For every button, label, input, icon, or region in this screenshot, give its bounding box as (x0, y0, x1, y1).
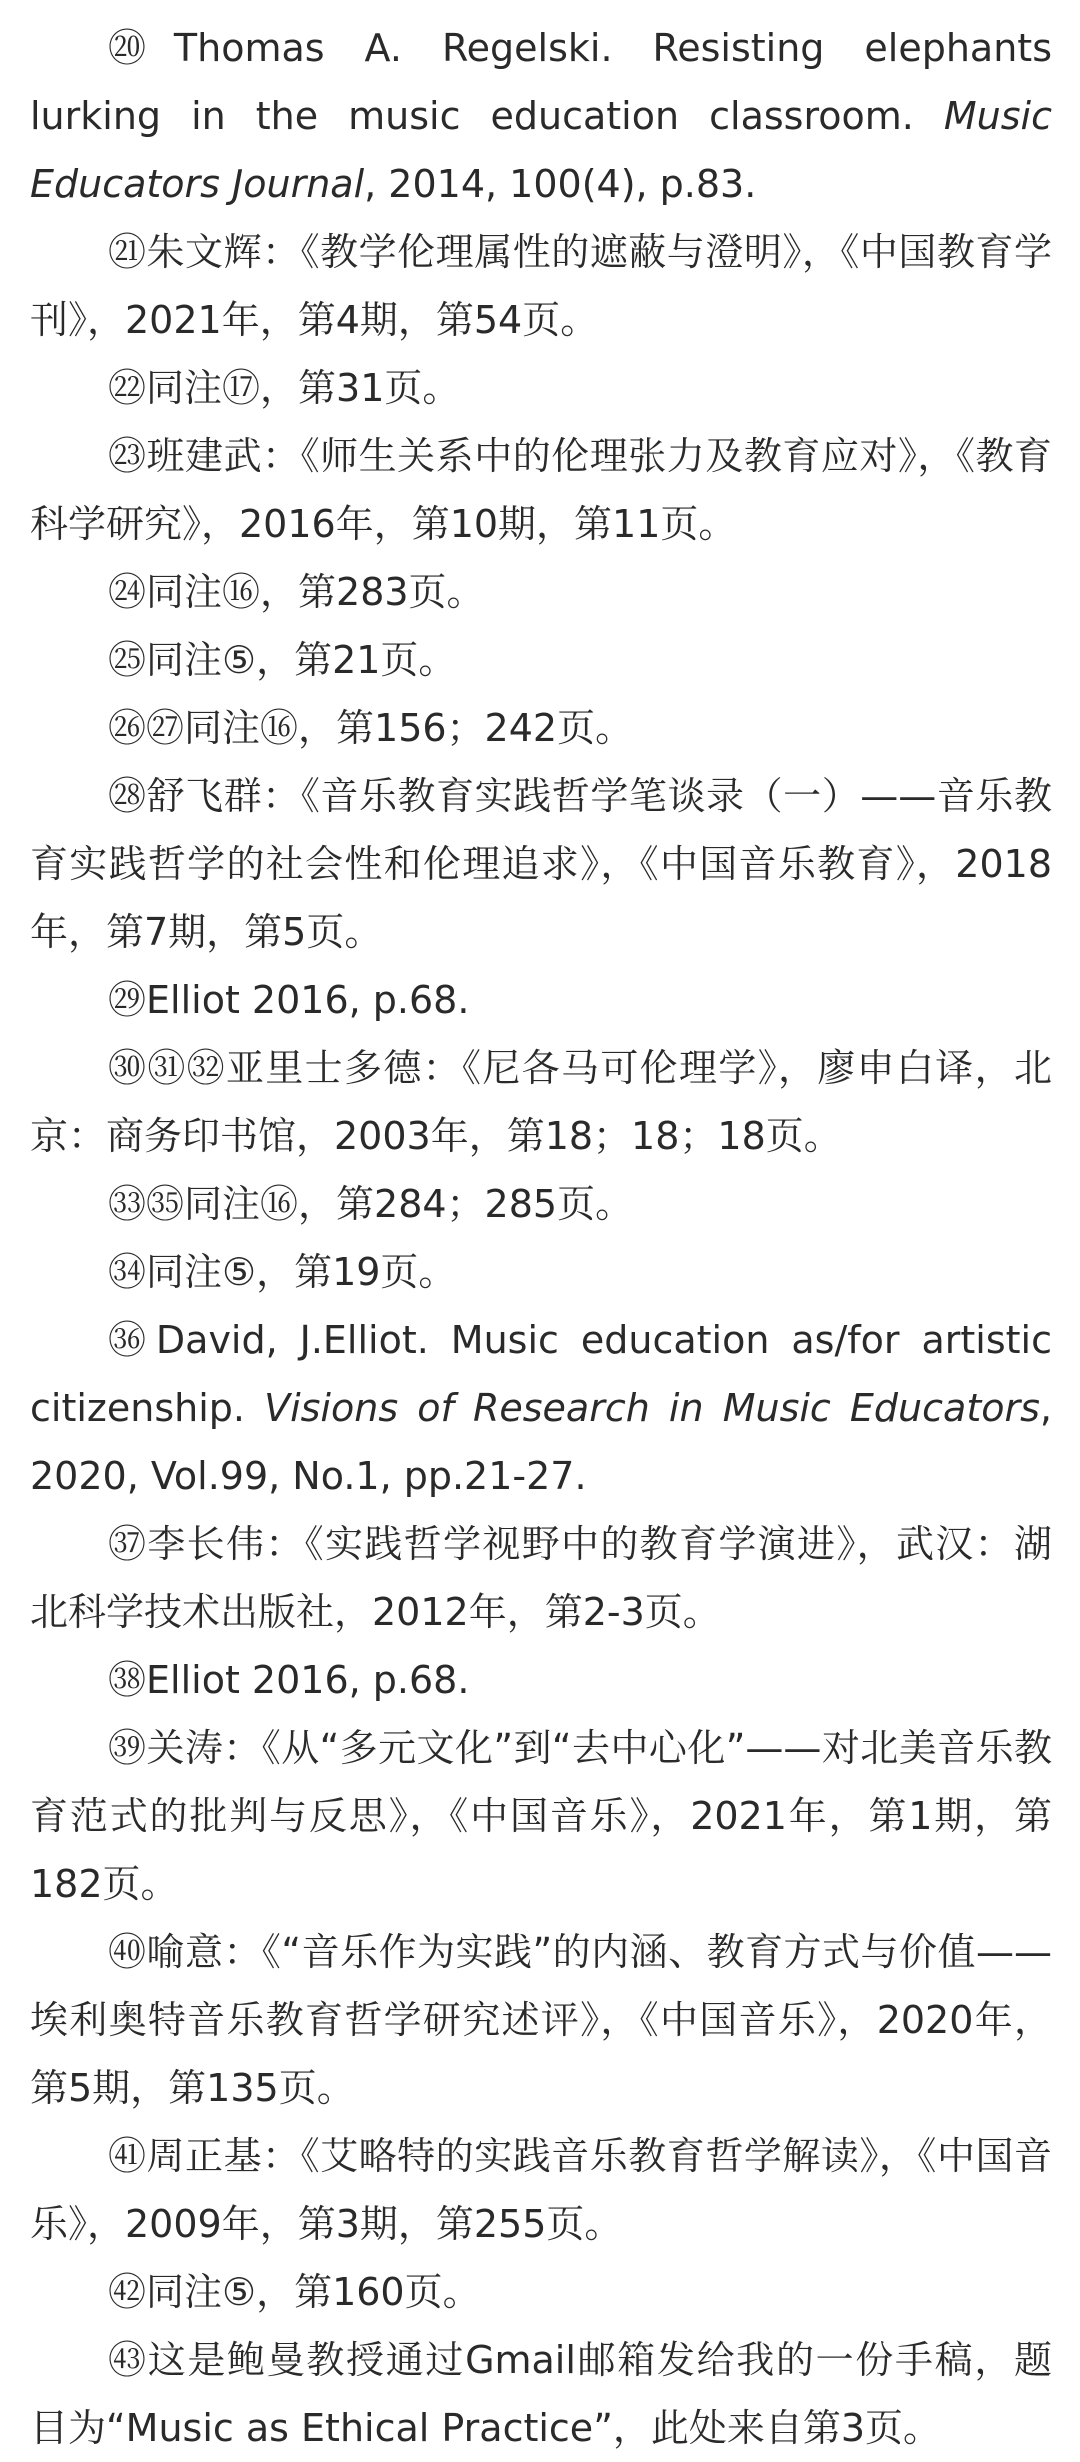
footnote-number: ㉙ (108, 978, 147, 1022)
footnote-number: ㉞ (108, 1250, 147, 1294)
footnote (30, 1714, 1052, 1918)
footnote (30, 694, 1052, 762)
footnote-journal-title: Visions of Research in Music Educators (264, 1386, 1040, 1430)
footnote-text: 亚里士多德：《尼各马可伦理学》，廖申白译，北京：商务印书馆，2003年，第18；18；18页。 (30, 1046, 1052, 1158)
footnote (30, 2326, 1052, 2462)
footnote-text: 喻意：《“音乐作为实践”的内涵、教育方式与价值——埃利奥特音乐教育哲学研究述评》，《中国音乐》，2020年，第5期，第135页。 (30, 1930, 1052, 2110)
footnote-text: , 2020, Vol.99, No.1, pp.21-27. (30, 1386, 1052, 1498)
footnote-number: ㊱ (108, 1318, 156, 1362)
footnote (30, 1034, 1052, 1170)
footnote (30, 354, 1052, 422)
footnote-number: ㉚㉛㉜ (108, 1046, 226, 1090)
footnote-text: 周正基：《艾略特的实践音乐教育哲学解读》，《中国音乐》，2009年，第3期，第255页。 (30, 2134, 1052, 2246)
footnote-text: 同注⑤，第160页。 (146, 2270, 481, 2314)
footnote (30, 762, 1052, 966)
footnote-text: 朱文辉：《教学伦理属性的遮蔽与澄明》，《中国教育学刊》，2021年，第4期，第54页。 (30, 230, 1052, 342)
footnote-text: 同注⑯，第283页。 (146, 570, 485, 614)
footnote (30, 14, 1052, 218)
footnote-number: ⑳ (108, 26, 174, 70)
footnote-text: 同注⑯，第284；285页。 (184, 1182, 634, 1226)
footnote (30, 966, 1052, 1034)
footnote (30, 1238, 1052, 1306)
footnote-number: ㉓ (108, 434, 147, 478)
footnote-list (30, 14, 1052, 2462)
footnote-text: David, J.Elliot. Music education as/for artistic citizenship. (30, 1318, 1052, 1430)
footnote-text: 同注⑯，第156；242页。 (184, 706, 634, 750)
footnote-number: ㊶ (108, 2134, 147, 2178)
footnote-text: Elliot 2016, p.68. (146, 978, 470, 1022)
footnote-number: ㊸ (108, 2338, 148, 2382)
footnote-number: ㊲ (108, 1522, 148, 1566)
footnote-number: ㊵ (108, 1930, 147, 1974)
footnote (30, 1306, 1052, 1510)
footnote-number: ㉘ (108, 774, 147, 818)
footnote-number: ㊴ (108, 1726, 147, 1770)
footnote-text: 舒飞群：《音乐教育实践哲学笔谈录（一）——音乐教育实践哲学的社会性和伦理追求》，《中国音乐教育》，2018年，第7期，第5页。 (30, 774, 1052, 954)
footnote-number: ㉕ (108, 638, 147, 682)
footnote (30, 422, 1052, 558)
footnote-journal-title: Music Educators Journal (30, 94, 1052, 206)
footnote-number: ㊷ (108, 2270, 147, 2314)
footnote (30, 218, 1052, 354)
footnote-text: , 2014, 100(4), p.83. (364, 162, 757, 206)
footnote (30, 1646, 1052, 1714)
footnote-text: 同注⑤，第21页。 (146, 638, 457, 682)
footnote-text: 这是鲍曼教授通过Gmail邮箱发给我的一份手稿，题目为“Music as Ethical Practice”，此处来自第3页。 (30, 2338, 1052, 2450)
footnote (30, 626, 1052, 694)
footnote (30, 558, 1052, 626)
footnote-text: 李长伟：《实践哲学视野中的教育学演进》，武汉：湖北科学技术出版社，2012年，第2-3页。 (30, 1522, 1052, 1634)
footnote-number: ㊳ (108, 1658, 147, 1702)
footnote-number: ㉔ (108, 570, 147, 614)
footnote (30, 2258, 1052, 2326)
footnote-text: 关涛：《从“多元文化”到“去中心化”——对北美音乐教育范式的批判与反思》，《中国音乐》，2021年，第1期，第182页。 (30, 1726, 1052, 1906)
footnote-text: 同注⑰，第31页。 (146, 366, 461, 410)
footnote-number: ㉖㉗ (108, 706, 185, 750)
footnote-text: Thomas A. Regelski. Resisting elephants lurking in the music education classroom. (30, 26, 1052, 138)
footnote (30, 1510, 1052, 1646)
footnote (30, 1170, 1052, 1238)
footnote-number: ㉒ (108, 366, 147, 410)
footnote (30, 1918, 1052, 2122)
footnote-text: 同注⑤，第19页。 (146, 1250, 457, 1294)
footnote-number: ㉝㉟ (108, 1182, 185, 1226)
footnote-text: 班建武：《师生关系中的伦理张力及教育应对》，《教育科学研究》，2016年，第10期，第11页。 (30, 434, 1052, 546)
footnote (30, 2122, 1052, 2258)
footnote-number: ㉑ (108, 230, 147, 274)
footnote-text: Elliot 2016, p.68. (146, 1658, 470, 1702)
